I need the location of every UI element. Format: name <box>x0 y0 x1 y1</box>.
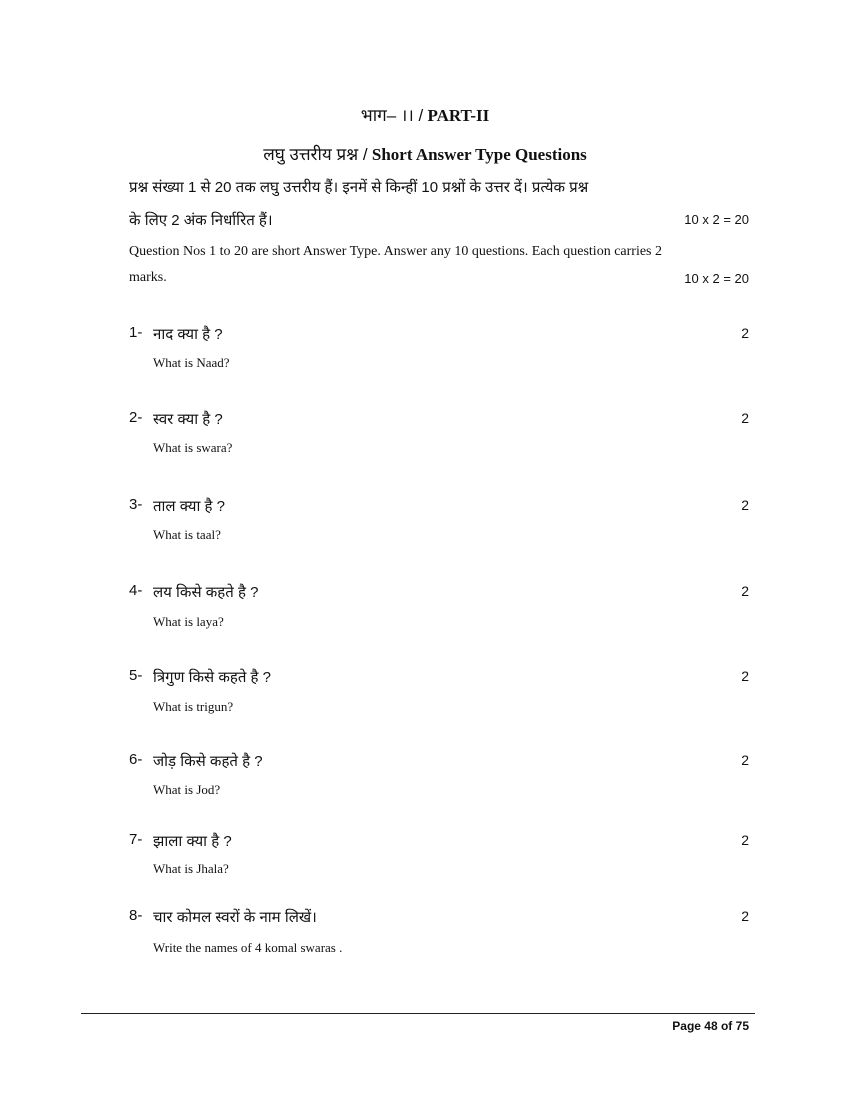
instruction-english-marks: 10 x 2 = 20 <box>684 271 749 286</box>
section-heading-english: Short Answer Type Questions <box>371 145 587 164</box>
instruction-hindi-marks: 10 x 2 = 20 <box>684 212 749 227</box>
question-text-english: What is trigun? <box>153 699 234 714</box>
question-marks: 2 <box>741 325 749 341</box>
question-number: 7- <box>129 831 143 848</box>
question-marks: 2 <box>741 410 749 426</box>
question-number: 5- <box>129 667 143 684</box>
page-number: Page 48 of 75 <box>672 1019 749 1033</box>
question-text-hindi: त्रिगुण किसे कहते है ? <box>153 669 272 686</box>
question-text-english: What is Jod? <box>153 782 221 797</box>
part-heading-hindi: भाग– ।। / <box>360 106 424 125</box>
question-marks: 2 <box>741 583 749 599</box>
instruction-english-line1: Question Nos 1 to 20 are short Answer Type. Answer any 10 questions. Each question carries 2 <box>129 244 662 259</box>
question-number: 1- <box>129 324 143 341</box>
question-marks: 2 <box>741 668 749 684</box>
instruction-english-line2: marks. <box>129 270 167 285</box>
question-text-hindi: नाद क्या है ? <box>153 326 223 343</box>
question-number: 8- <box>129 907 143 924</box>
question-text-hindi: चार कोमल स्वरों के नाम लिखें। <box>153 909 317 926</box>
question-number: 3- <box>129 496 143 513</box>
question-marks: 2 <box>741 908 749 924</box>
question-text-hindi: ताल क्या है ? <box>153 498 226 515</box>
question-text-english: What is Jhala? <box>153 861 229 876</box>
question-text-hindi: लय किसे कहते है ? <box>153 584 259 601</box>
question-text-english: What is laya? <box>153 614 224 629</box>
question-number: 2- <box>129 409 143 426</box>
question-text-english: What is swara? <box>153 440 233 455</box>
question-text-english: What is Naad? <box>153 355 230 370</box>
question-marks: 2 <box>741 497 749 513</box>
part-heading-english: PART-II <box>427 106 490 125</box>
instruction-hindi-line1: प्रश्न संख्या 1 से 20 तक लघु उत्तरीय हैं। इनमें से किन्हीं 10 प्रश्नों के उत्तर दें। प्रत्येक प्रश्न <box>129 179 589 196</box>
question-number: 4- <box>129 582 143 599</box>
footer-divider <box>81 1013 755 1014</box>
question-text-hindi: जोड़ किसे कहते है ? <box>153 753 263 770</box>
question-text-english: What is taal? <box>153 527 221 542</box>
question-marks: 2 <box>741 832 749 848</box>
question-text-hindi: झाला क्या है ? <box>153 833 232 850</box>
question-number: 6- <box>129 751 143 768</box>
section-heading-hindi: लघु उत्तरीय प्रश्न / <box>263 145 368 164</box>
question-text-english: Write the names of 4 komal swaras . <box>153 940 343 955</box>
question-marks: 2 <box>741 752 749 768</box>
instruction-hindi-line2: के लिए 2 अंक निर्धारित हैं। <box>129 212 273 229</box>
question-text-hindi: स्वर क्या है ? <box>153 411 223 428</box>
section-heading <box>0 142 850 165</box>
part-heading <box>0 103 850 126</box>
